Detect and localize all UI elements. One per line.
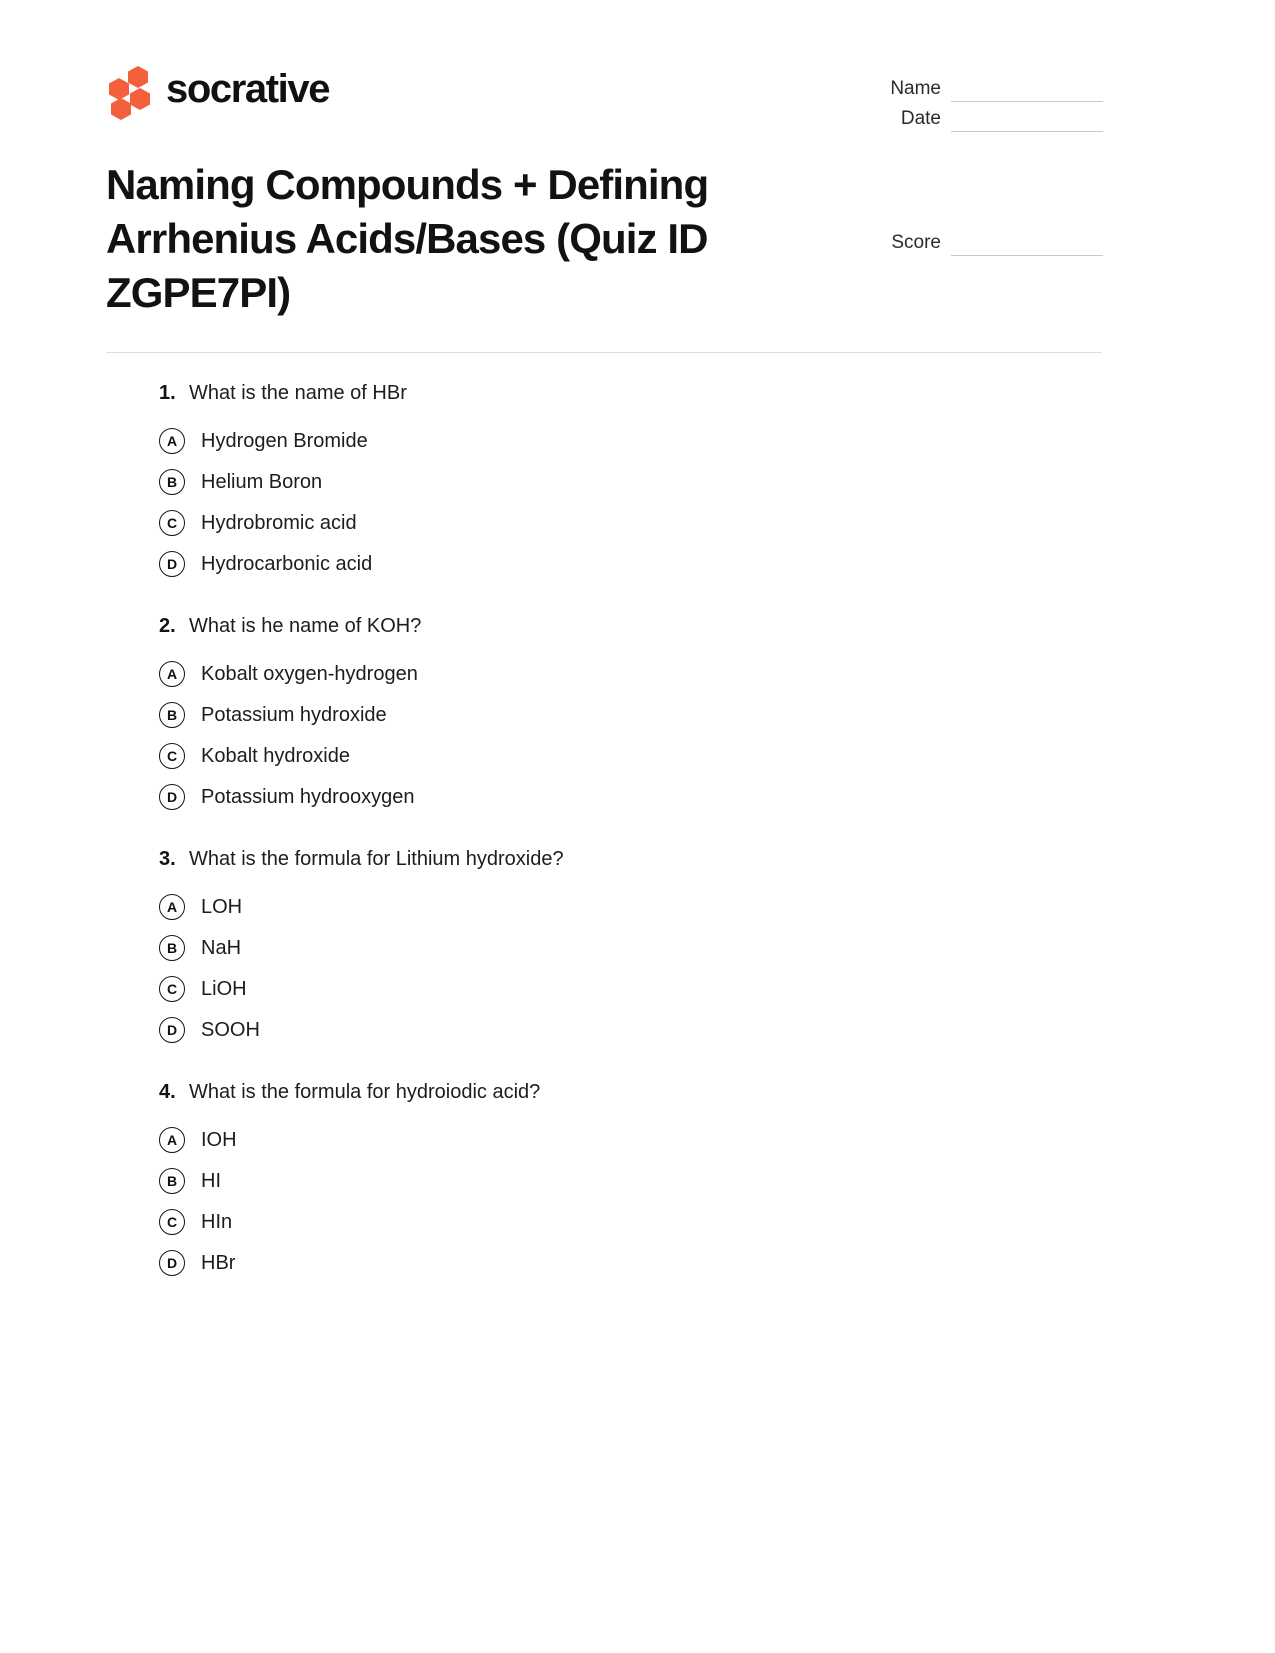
question-item	[106, 1079, 1102, 1283]
answer-option[interactable]	[106, 1009, 1102, 1050]
answer-option[interactable]	[106, 694, 1102, 735]
answer-option[interactable]	[106, 420, 1102, 461]
question-number: 3.	[159, 848, 176, 870]
answer-bubble-d[interactable]: D	[159, 1250, 185, 1276]
answer-options	[106, 420, 1102, 584]
answer-option-label: Potassium hydroxide	[201, 703, 387, 726]
answer-bubble-d[interactable]: D	[159, 784, 185, 810]
answer-bubble-d[interactable]: D	[159, 551, 185, 577]
date-label: Date	[900, 108, 941, 129]
header-divider	[106, 352, 1102, 353]
answer-options	[106, 886, 1102, 1050]
answer-option-label: HIn	[201, 1210, 233, 1233]
question-number: 2.	[159, 615, 176, 637]
answer-bubble-d[interactable]: D	[159, 1017, 185, 1043]
score-field-row	[863, 226, 1103, 256]
answer-option[interactable]	[106, 653, 1102, 694]
answer-bubble-c[interactable]: C	[159, 743, 185, 769]
question-header	[106, 1079, 1102, 1105]
answer-option-label: Hydrogen Bromide	[201, 429, 368, 452]
question-header	[106, 846, 1102, 872]
answer-option-label: Potassium hydrooxygen	[201, 785, 415, 808]
answer-option[interactable]	[106, 543, 1102, 584]
score-input-line[interactable]	[951, 234, 1103, 256]
answer-option[interactable]	[106, 461, 1102, 502]
answer-bubble-b[interactable]: B	[159, 935, 185, 961]
answer-option[interactable]	[106, 968, 1102, 1009]
question-header	[106, 380, 1102, 406]
answer-bubble-b[interactable]: B	[159, 469, 185, 495]
answer-bubble-b[interactable]: B	[159, 1168, 185, 1194]
question-text: What is the formula for hydroiodic acid?	[189, 1081, 541, 1103]
answer-bubble-a[interactable]: A	[159, 661, 185, 687]
answer-option[interactable]	[106, 927, 1102, 968]
answer-option[interactable]	[106, 886, 1102, 927]
socrative-logo	[106, 66, 329, 114]
answer-option-label: HI	[201, 1169, 221, 1192]
answer-option[interactable]	[106, 776, 1102, 817]
answer-option-label: SOOH	[201, 1018, 260, 1041]
question-item	[106, 380, 1102, 584]
answer-option[interactable]	[106, 1119, 1102, 1160]
answer-bubble-b[interactable]: B	[159, 702, 185, 728]
answer-option[interactable]	[106, 1201, 1102, 1242]
name-input-line[interactable]	[951, 80, 1103, 102]
question-text: What is the name of HBr	[189, 382, 407, 404]
question-text: What is the formula for Lithium hydroxide?	[189, 848, 564, 870]
date-field-row	[863, 102, 1103, 132]
answer-bubble-c[interactable]: C	[159, 976, 185, 1002]
date-input-line[interactable]	[951, 110, 1103, 132]
answer-bubble-c[interactable]: C	[159, 510, 185, 536]
answer-option-label: HBr	[201, 1251, 236, 1274]
question-list	[106, 380, 1102, 1312]
answer-option-label: IOH	[201, 1128, 237, 1151]
answer-bubble-a[interactable]: A	[159, 1127, 185, 1153]
answer-options	[106, 653, 1102, 817]
answer-bubble-a[interactable]: A	[159, 894, 185, 920]
socrative-hexagon-logo-icon	[106, 66, 150, 114]
answer-bubble-a[interactable]: A	[159, 428, 185, 454]
brand-wordmark: socrative	[166, 66, 330, 111]
question-number: 1.	[159, 382, 176, 404]
question-item	[106, 846, 1102, 1050]
answer-option-label: Helium Boron	[201, 470, 323, 493]
answer-option-label: Hydrocarbonic acid	[201, 552, 373, 575]
question-text: What is he name of KOH?	[189, 615, 422, 637]
name-field-row	[863, 72, 1103, 102]
score-field	[863, 226, 1103, 256]
answer-bubble-c[interactable]: C	[159, 1209, 185, 1235]
question-item	[106, 613, 1102, 817]
page-title: Naming Compounds + Defining Arrhenius Acids/Bases (Quiz ID ZGPE7PI)	[106, 161, 709, 317]
answer-option-label: NaH	[201, 936, 242, 959]
student-info-fields	[863, 72, 1103, 132]
answer-option-label: Kobalt oxygen-hydrogen	[201, 662, 418, 685]
answer-option[interactable]	[106, 735, 1102, 776]
answer-option[interactable]	[106, 1242, 1102, 1283]
name-label: Name	[890, 78, 941, 99]
answer-option-label: LiOH	[201, 977, 247, 1000]
question-header	[106, 613, 1102, 639]
answer-option[interactable]	[106, 502, 1102, 543]
question-number: 4.	[159, 1081, 176, 1103]
answer-option-label: Hydrobromic acid	[201, 511, 357, 534]
answer-options	[106, 1119, 1102, 1283]
answer-option[interactable]	[106, 1160, 1102, 1201]
answer-option-label: Kobalt hydroxide	[201, 744, 350, 767]
answer-option-label: LOH	[201, 895, 243, 918]
score-label: Score	[891, 232, 941, 253]
